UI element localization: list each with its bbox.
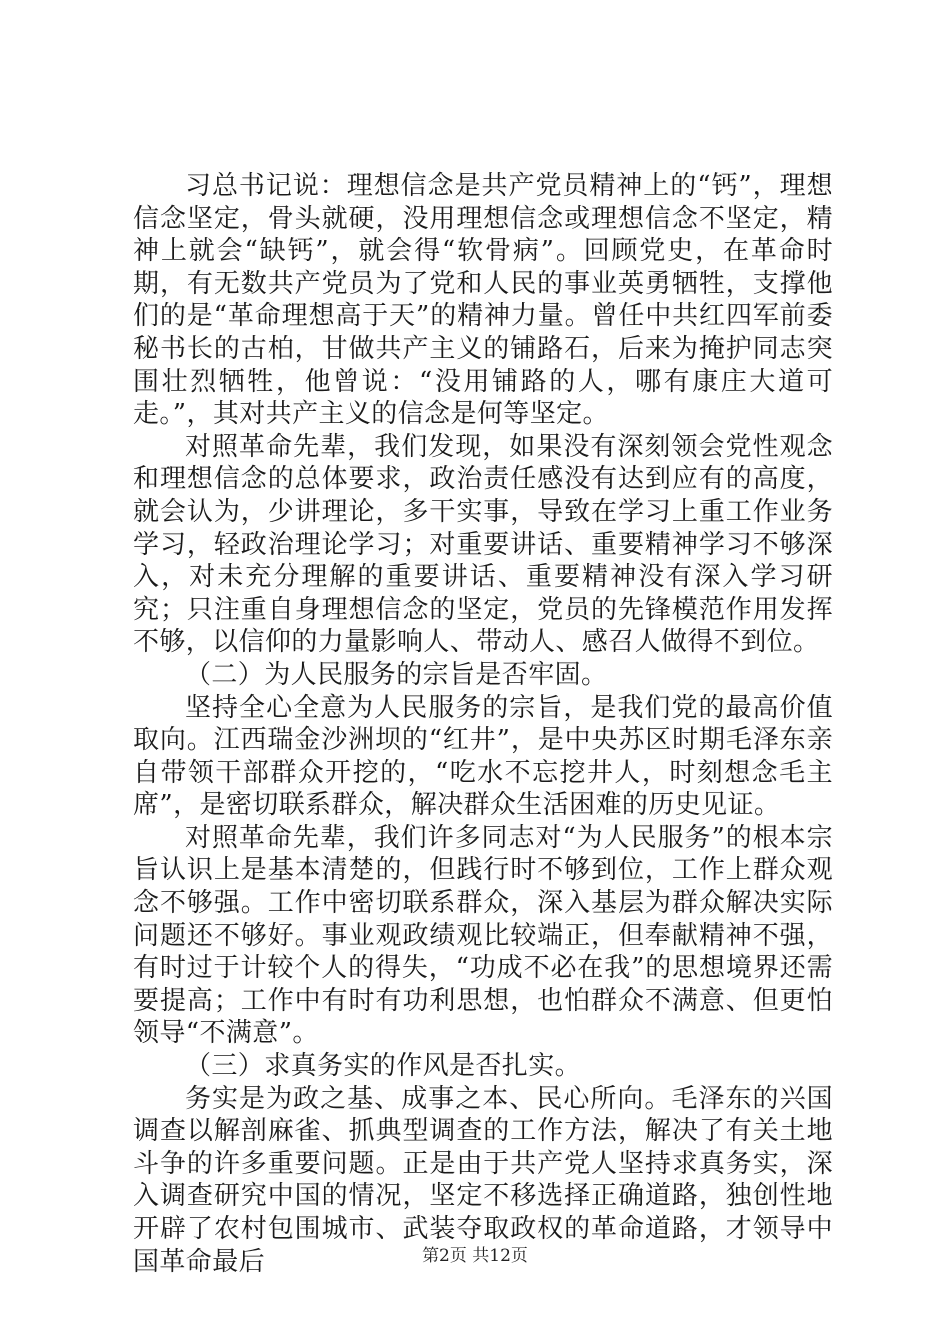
paragraph-ideals-belief: 习总书记说：理想信念是共产党员精神上的“钙”，理想信念坚定，骨头就硬，没用理想信念或理想信念不坚定，精神上就会“缺钙”，就会得“软骨病”。回顾党史，在革命时期，有无数共产党员为了党和人民的事业英勇牺牲，支撑他们的是“革命理想高于天”的精神力量。曾任中共红四军前委秘书长的古柏，甘做共产主义的铺路石，后来为掩护同志突围壮烈牺牲，他曾说：“没用铺路的人，哪有康庄大道可走。”，其对共产主义的信念是何等坚定。 [133, 171, 833, 430]
section-heading-pragmatic-style: （三）求真务实的作风是否扎实。 [185, 1051, 582, 1082]
section-heading-serve-people: （二）为人民服务的宗旨是否牢固。 [185, 659, 608, 690]
paragraph-pragmatism: 务实是为政之基、成事之本、民心所向。毛泽东的兴国调查以解剖麻雀、抓典型调查的工作方法，解决了有关土地斗争的许多重要问题。正是由于共产党人坚持求真务实，深入调查研究中国的情况，坚定不移选择正确道路，独创性地开辟了农村包围城市、武装夺取政权的革命道路，才领导中国革命最后 [133, 1083, 833, 1277]
paragraph-serve-people: 坚持全心全意为人民服务的宗旨，是我们党的最高价值取向。江西瑞金沙洲坝的“红井”，是中央苏区时期毛泽东亲自带领干部群众开挖的，“吃水不忘挖井人，时刻想念毛主席”，是密切联系群众，解决群众生活困难的历史见证。 [133, 692, 833, 821]
paragraph-compare-pioneers-2: 对照革命先辈，我们许多同志对“为人民服务”的根本宗旨认识上是基本清楚的，但践行时不够到位，工作上群众观念不够强。工作中密切联系群众，深入基层为群众解决实际问题还不够好。事业观政绩观比较端正，但奉献精神不强，有时过于计较个人的得失，“功成不必在我”的思想境界还需要提高；工作中有时有功利思想，也怕群众不满意、但更怕领导“不满意”。 [133, 822, 833, 1049]
page-number-footer: 第2页 共12页 [422, 1246, 528, 1266]
paragraph-compare-pioneers-1: 对照革命先辈，我们发现，如果没有深刻领会党性观念和理想信念的总体要求，政治责任感没有达到应有的高度，就会认为，少讲理论，多干实事，导致在学习上重工作业务学习，轻政治理论学习；对重要讲话、重要精神学习不够深入，对未充分理解的重要讲话、重要精神没有深入学习研究；只注重自身理想信念的坚定，党员的先锋模范作用发挥不够，以信仰的力量影响人、带动人、感召人做得不到位。 [133, 431, 833, 658]
document-body [133, 170, 833, 1278]
